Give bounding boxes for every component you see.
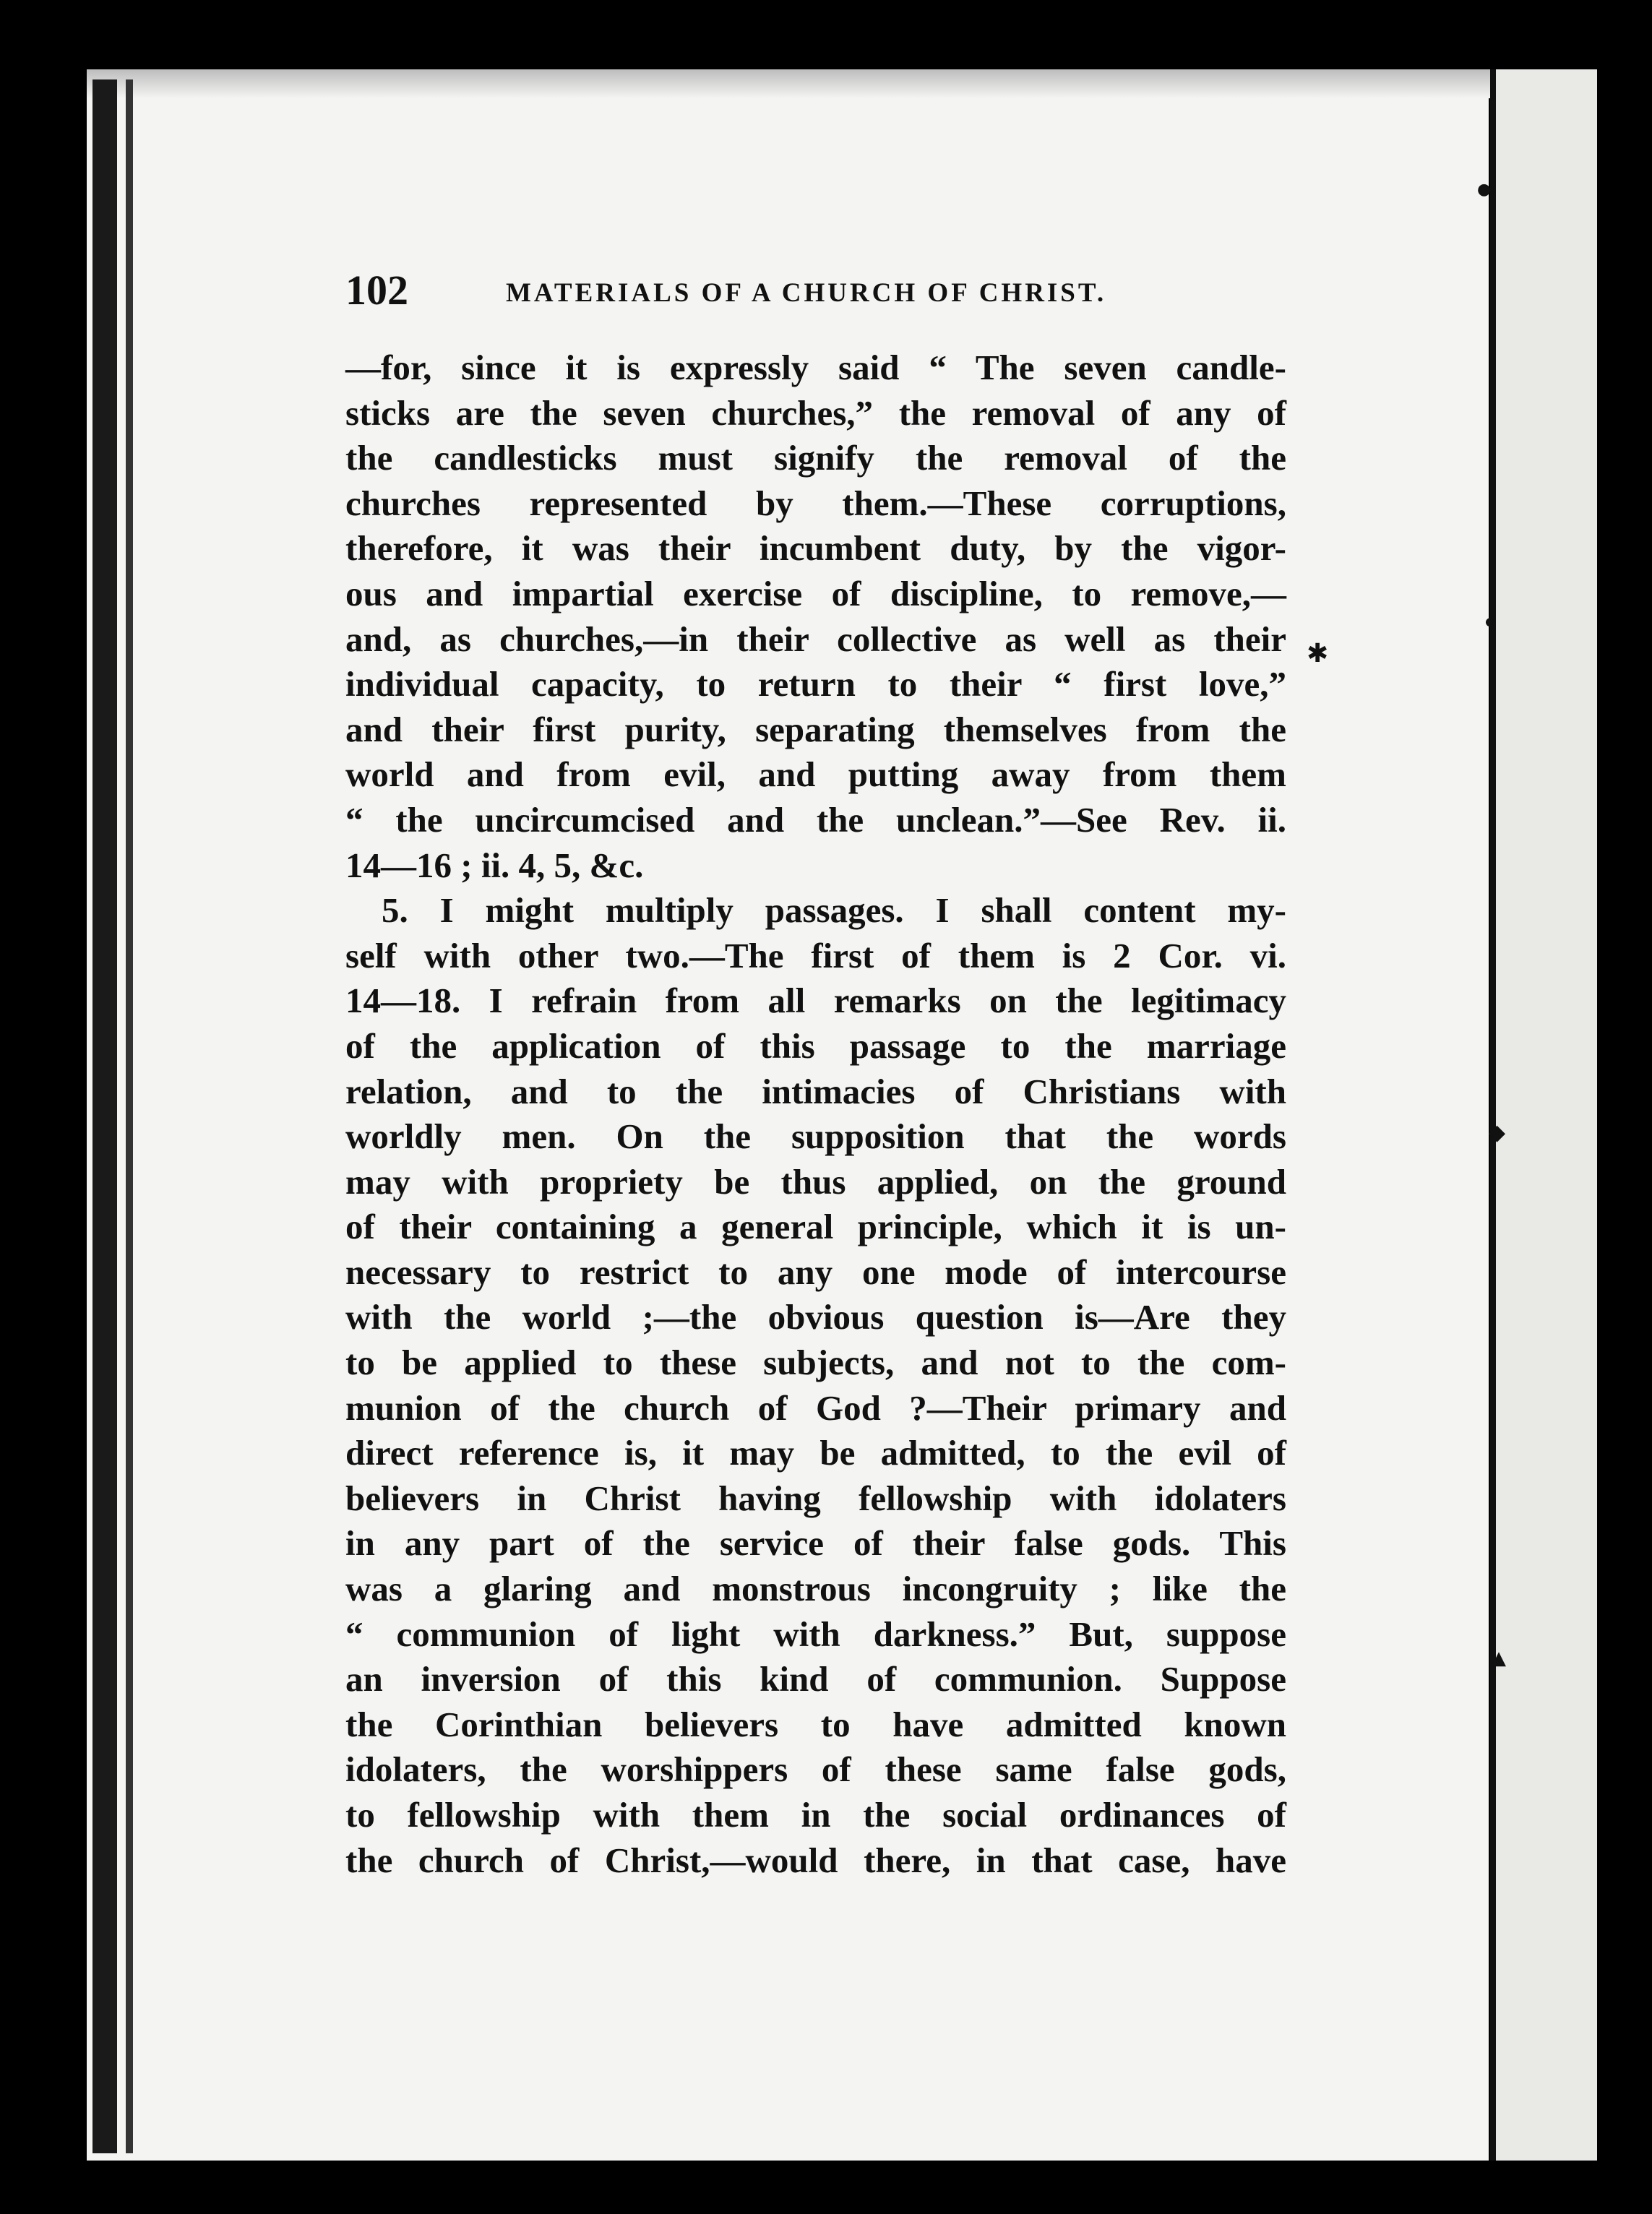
text-line: idolaters, the worshippers of these same false gods, — [345, 1749, 1286, 1790]
adjacent-page-strip — [1496, 69, 1597, 2165]
text-line: therefore, it was their incumbent duty, by the vigor- — [345, 528, 1286, 569]
text-line: relation, and to the intimacies of Christians with — [345, 1071, 1286, 1111]
text-line: an inversion of this kind of communion. Suppose — [345, 1659, 1286, 1700]
text-line: of their containing a general principle, which it is un- — [345, 1207, 1286, 1247]
text-line: in any part of the service of their false gods. This — [345, 1523, 1286, 1564]
text-line: “ communion of light with darkness.” But, suppose — [345, 1614, 1286, 1654]
text-line: self with other two.—The first of them is 2 Cor. vi. — [345, 935, 1286, 975]
scan-border-right — [1604, 69, 1652, 2214]
page-top-shadow — [87, 69, 1496, 98]
text-line: necessary to restrict to any one mode of intercourse — [345, 1252, 1286, 1292]
text-line: the church of Christ,—would there, in that case, have — [345, 1840, 1286, 1880]
ink-speck: ▲ — [1492, 1647, 1506, 1669]
text-line: may with propriety be thus applied, on the ground — [345, 1161, 1286, 1202]
scan-border-bottom — [0, 2161, 1652, 2214]
text-line: “ the uncircumcised and the unclean.”—See Rev. ii. — [345, 799, 1286, 840]
text-line: sticks are the seven churches,” the removal of any of — [345, 392, 1286, 433]
text-line: ous and impartial exercise of discipline, to remove,— — [345, 573, 1286, 613]
text-line: direct reference is, it may be admitted, to the evil of — [345, 1433, 1286, 1473]
paragraph-start-line: 5. I might multiply passages. I shall content my- — [382, 890, 1286, 931]
text-line: believers in Christ having fellowship with idolaters — [345, 1478, 1286, 1518]
text-line: 14—16 ; ii. 4, 5, &c. — [345, 845, 644, 885]
text-line: with the world ;—the obvious question is—Are they — [345, 1297, 1286, 1338]
text-block — [345, 345, 1286, 1883]
text-line: 14—18. I refrain from all remarks on the legitimacy — [345, 981, 1286, 1021]
binding-edge-inner — [126, 79, 133, 2153]
page-number: 102 — [345, 267, 408, 314]
ink-speck: ● — [1477, 181, 1492, 199]
text-line: worldly men. On the supposition that the words — [345, 1116, 1286, 1157]
text-line: was a glaring and monstrous incongruity ; like the — [345, 1569, 1286, 1609]
text-line: and, as churches,—in their collective as well as their — [345, 619, 1286, 659]
running-title: MATERIALS OF A CHURCH OF CHRIST. — [506, 278, 1107, 308]
text-line: the candlesticks must signify the removal of the — [345, 438, 1286, 478]
text-line: of the application of this passage to the marriage — [345, 1025, 1286, 1066]
text-line: the Corinthian believers to have admitted known — [345, 1704, 1286, 1744]
text-line: munion of the church of God ?—Their primary and — [345, 1387, 1286, 1428]
ink-speck: • — [1481, 607, 1499, 640]
binding-edge — [93, 79, 117, 2153]
text-line: and their first purity, separating themselves from the — [345, 709, 1286, 749]
page-fold-rule — [1490, 69, 1496, 2165]
text-line: —for, since it is expressly said “ The seven candle- — [345, 348, 1286, 387]
text-line: to fellowship with them in the social ordinances of — [345, 1795, 1286, 1835]
text-line: to be applied to these subjects, and not to the com- — [345, 1343, 1286, 1383]
text-line: individual capacity, to return to their “ first love,” — [345, 664, 1286, 705]
text-line: churches represented by them.—These corruptions, — [345, 483, 1286, 523]
running-header — [345, 266, 1285, 324]
ink-speck: ◆ — [1489, 1120, 1506, 1145]
ink-speck: ✱ — [1307, 639, 1329, 668]
text-line: world and from evil, and putting away from them — [345, 754, 1286, 795]
